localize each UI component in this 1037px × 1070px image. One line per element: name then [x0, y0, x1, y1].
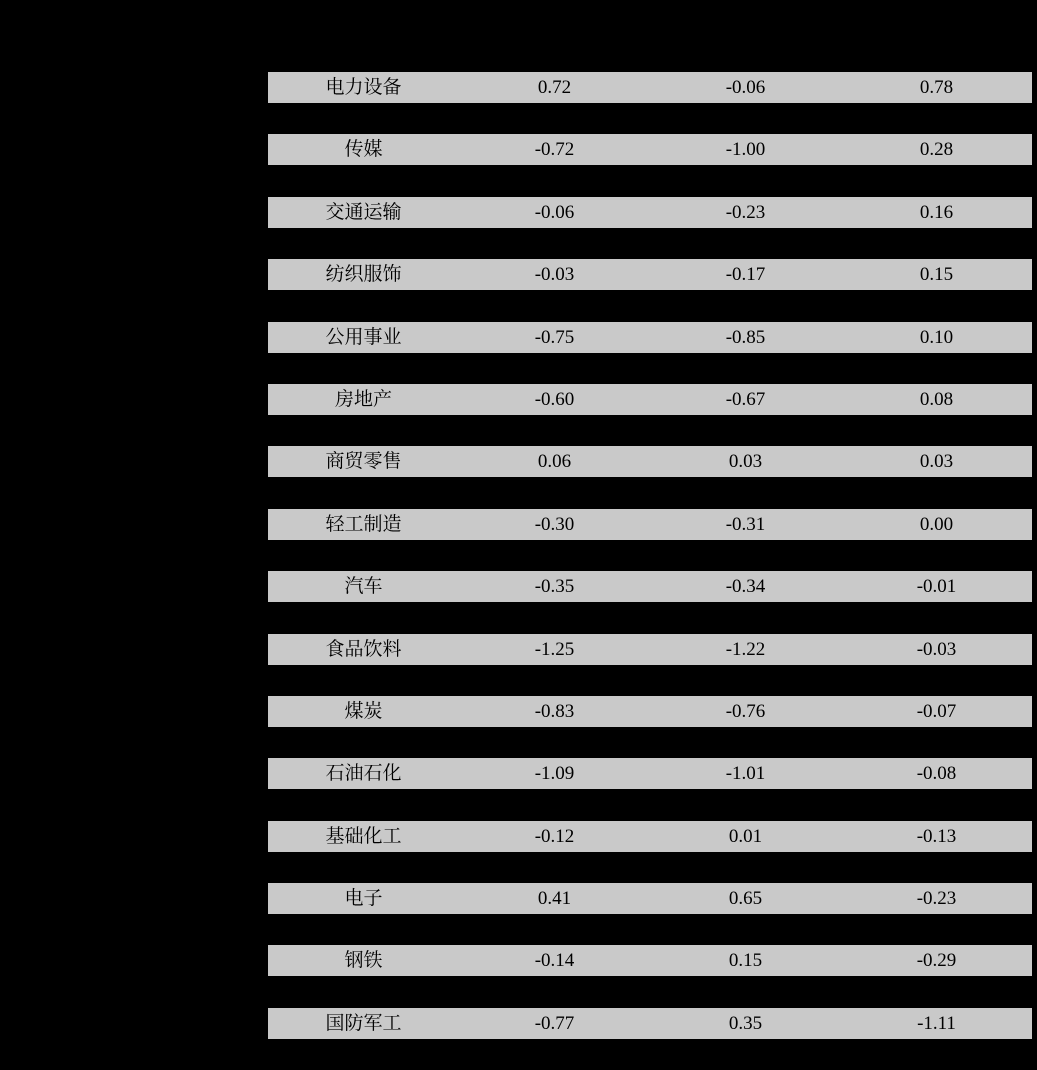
value-col-3: 0.00 — [919, 513, 954, 535]
table-row — [268, 72, 1032, 103]
value-col-3: -0.08 — [916, 763, 957, 785]
value-col-1: -1.09 — [534, 763, 575, 785]
industry-name: 交通运输 — [325, 201, 402, 223]
value-col-2: -0.67 — [725, 388, 766, 410]
value-col-1: -0.77 — [534, 1012, 575, 1034]
value-col-1: -0.03 — [534, 264, 575, 286]
value-col-2: -0.34 — [725, 576, 766, 598]
value-col-3: -1.11 — [917, 1012, 956, 1034]
value-col-1: -1.25 — [534, 638, 575, 660]
value-col-1: -0.06 — [534, 201, 575, 223]
table-row — [268, 696, 1032, 727]
value-col-3: -0.29 — [916, 950, 957, 972]
value-col-3: -0.23 — [916, 888, 957, 910]
value-col-3: 0.15 — [919, 264, 954, 286]
table-row — [268, 134, 1032, 165]
industry-name: 轻工制造 — [325, 513, 402, 535]
value-col-3: 0.16 — [919, 201, 954, 223]
industry-name: 钢铁 — [344, 950, 383, 972]
table-row — [268, 197, 1032, 228]
value-col-3: 0.10 — [919, 326, 954, 348]
value-col-2: -0.76 — [725, 700, 766, 722]
industry-name: 基础化工 — [325, 825, 402, 847]
industry-name: 房地产 — [334, 388, 392, 410]
value-col-2: 0.01 — [728, 825, 763, 847]
value-col-2: 0.65 — [728, 888, 763, 910]
value-col-2: 0.03 — [728, 451, 763, 473]
value-col-2: 0.15 — [728, 950, 763, 972]
value-col-3: 0.28 — [919, 139, 954, 161]
value-col-2: -0.17 — [725, 264, 766, 286]
value-col-2: -0.31 — [725, 513, 766, 535]
industry-name: 汽车 — [344, 576, 383, 598]
table-row — [268, 821, 1032, 852]
table-row — [268, 883, 1032, 914]
value-col-2: -0.23 — [725, 201, 766, 223]
table-row — [268, 384, 1032, 415]
table-row — [268, 634, 1032, 665]
industry-name: 电子 — [344, 888, 383, 910]
industry-name: 电力设备 — [325, 77, 402, 98]
value-col-1: -0.75 — [534, 326, 575, 348]
value-col-1: -0.60 — [534, 388, 575, 410]
industry-name: 石油石化 — [325, 763, 402, 785]
value-col-2: -0.06 — [725, 77, 766, 98]
table-row — [268, 259, 1032, 290]
value-col-2: -0.85 — [725, 326, 766, 348]
value-col-1: 0.06 — [537, 451, 572, 473]
industry-name: 纺织服饰 — [325, 264, 402, 286]
value-col-1: 0.72 — [537, 77, 572, 98]
value-col-1: -0.12 — [534, 825, 575, 847]
table-row — [268, 322, 1032, 353]
value-col-3: -0.13 — [916, 825, 957, 847]
table-row — [268, 509, 1032, 540]
table-row — [268, 446, 1032, 477]
industry-name: 传媒 — [344, 139, 383, 161]
industry-name: 商贸零售 — [325, 451, 402, 473]
industry-name: 煤炭 — [344, 700, 383, 722]
value-col-2: -1.22 — [725, 638, 766, 660]
value-col-3: 0.03 — [919, 451, 954, 473]
value-col-1: -0.30 — [534, 513, 575, 535]
value-col-2: -1.00 — [725, 139, 766, 161]
value-col-3: -0.03 — [916, 638, 957, 660]
industry-table — [268, 72, 1032, 1039]
value-col-1: -0.72 — [534, 139, 575, 161]
value-col-2: -1.01 — [725, 763, 766, 785]
value-col-3: 0.78 — [919, 77, 954, 98]
value-col-3: 0.08 — [919, 388, 954, 410]
industry-name: 国防军工 — [325, 1012, 402, 1034]
table-row — [268, 571, 1032, 602]
value-col-2: 0.35 — [728, 1012, 763, 1034]
value-col-1: -0.83 — [534, 700, 575, 722]
table-row — [268, 758, 1032, 789]
value-col-3: -0.07 — [916, 700, 957, 722]
value-col-1: -0.14 — [534, 950, 575, 972]
value-col-1: -0.35 — [534, 576, 575, 598]
value-col-1: 0.41 — [537, 888, 572, 910]
table-row — [268, 945, 1032, 976]
industry-name: 食品饮料 — [325, 638, 402, 660]
table-row — [268, 1008, 1032, 1039]
industry-name: 公用事业 — [325, 326, 402, 348]
value-col-3: -0.01 — [916, 576, 957, 598]
